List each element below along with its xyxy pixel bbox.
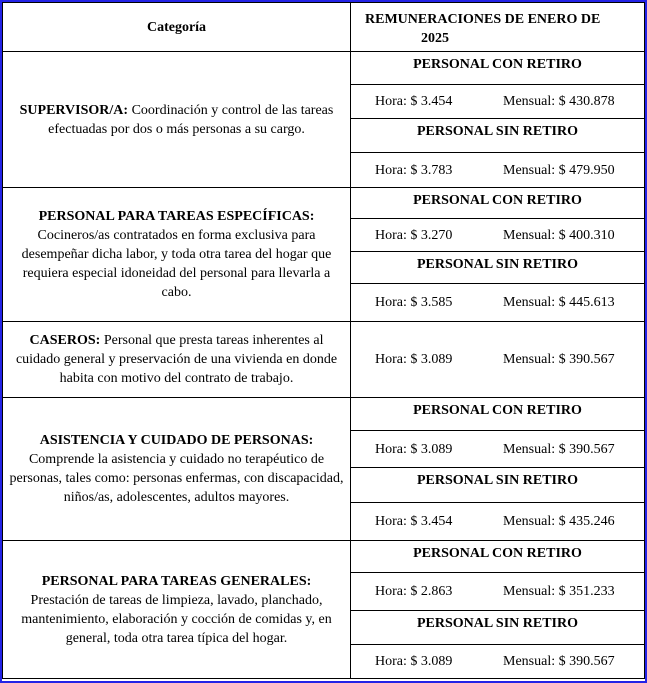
remuneration-header-line1: REMUNERACIONES DE ENERO DE <box>365 12 601 27</box>
hora-label: Hora: $ <box>375 654 421 669</box>
hora-label: Hora: $ <box>375 227 421 243</box>
table-row <box>3 188 645 219</box>
hora-value: 3.585 <box>420 295 453 310</box>
values-cell <box>351 85 645 119</box>
remuneration-table <box>2 2 645 679</box>
values-cell <box>351 431 645 468</box>
hora-label: Hora: $ <box>375 352 421 367</box>
sin-retiro-label: PERSONAL SIN RETIRO <box>351 611 645 645</box>
category-title: ASISTENCIA Y CUIDADO DE PERSONAS: <box>39 433 314 448</box>
sin-retiro-label: PERSONAL SIN RETIRO <box>351 468 645 503</box>
values-cell <box>351 573 645 611</box>
category-description: Cocineros/as contratados en forma exclusiva para desempeñar dicha labor, y toda otra tarea del hogar que requiera especial idoneidad del personal para llevarla a cabo. <box>21 228 332 300</box>
table-row <box>3 398 645 431</box>
mensual-label: Mensual: $ <box>503 162 570 178</box>
category-title: SUPERVISOR/A: <box>19 102 129 118</box>
mensual-value: 390.567 <box>569 654 615 669</box>
values-cell <box>351 503 645 541</box>
table-row <box>3 322 645 398</box>
table-row <box>3 52 645 85</box>
hora-value: 3.089 <box>420 654 453 669</box>
table-header-row <box>3 3 645 52</box>
con-retiro-label: PERSONAL CON RETIRO <box>351 541 645 573</box>
hora-value: 3.089 <box>420 352 453 367</box>
hora-label: Hora: $ <box>375 441 421 457</box>
hora-value: 3.270 <box>420 227 453 243</box>
category-description: Coordinación y control de las tareas efectuadas por dos o más personas a su cargo. <box>48 102 334 137</box>
mensual-label: Mensual: $ <box>503 514 570 529</box>
mensual-label: Mensual: $ <box>503 295 570 310</box>
category-cell-tareas-generales <box>3 541 351 679</box>
category-title: PERSONAL PARA TAREAS ESPECÍFICAS: <box>38 209 315 224</box>
hora-label: Hora: $ <box>375 584 421 599</box>
mensual-label: Mensual: $ <box>503 227 570 243</box>
hora-value: 3.454 <box>420 514 453 529</box>
category-description: Personal que presta tareas inherentes al cuidado general y preservación de una vivienda en donde habita con motivo del contrato de trabajo. <box>15 333 338 386</box>
mensual-label: Mensual: $ <box>503 584 570 599</box>
mensual-value: 400.310 <box>569 227 615 243</box>
remuneration-column-header <box>351 3 645 52</box>
hora-value: 3.089 <box>420 441 453 457</box>
con-retiro-label: PERSONAL CON RETIRO <box>351 52 645 85</box>
sin-retiro-label: PERSONAL SIN RETIRO <box>351 119 645 153</box>
category-title: CASEROS: <box>29 333 101 348</box>
category-title: PERSONAL PARA TAREAS GENERALES: <box>41 573 312 589</box>
mensual-label: Mensual: $ <box>503 94 570 109</box>
mensual-value: 435.246 <box>569 514 615 529</box>
sin-retiro-label: PERSONAL SIN RETIRO <box>351 252 645 284</box>
category-description: Prestación de tareas de limpieza, lavado, planchado, mantenimiento, elaboración y cocción de comidas y, en general, toda otra tarea típica del hogar. <box>21 592 332 646</box>
values-cell <box>351 219 645 252</box>
hora-value: 3.783 <box>420 162 453 178</box>
mensual-value: 430.878 <box>569 94 615 109</box>
mensual-label: Mensual: $ <box>503 352 570 367</box>
hora-value: 2.863 <box>420 584 453 599</box>
values-cell <box>351 284 645 322</box>
values-cell <box>351 153 645 188</box>
hora-label: Hora: $ <box>375 514 421 529</box>
values-cell <box>351 322 645 398</box>
mensual-value: 351.233 <box>569 584 615 599</box>
table-row <box>3 541 645 573</box>
hora-label: Hora: $ <box>375 295 421 310</box>
mensual-value: 479.950 <box>569 162 615 178</box>
category-cell-asistencia <box>3 398 351 541</box>
con-retiro-label: PERSONAL CON RETIRO <box>351 188 645 219</box>
mensual-label: Mensual: $ <box>503 654 570 669</box>
mensual-value: 445.613 <box>569 295 615 310</box>
category-description: Comprende la asistencia y cuidado no terapéutico de personas, tales como: personas enfermas, con discapacidad, niños/as, adolescentes, adultos mayores. <box>9 452 344 505</box>
remuneration-header-line2: 2025 <box>421 31 449 46</box>
hora-label: Hora: $ <box>375 94 421 109</box>
category-cell-supervisor <box>3 52 351 188</box>
category-cell-tareas-especificas <box>3 188 351 322</box>
con-retiro-label: PERSONAL CON RETIRO <box>351 398 645 431</box>
category-cell-caseros <box>3 322 351 398</box>
category-column-header: Categoría <box>3 3 351 52</box>
mensual-value: 390.567 <box>569 352 615 367</box>
hora-value: 3.454 <box>420 94 453 109</box>
mensual-label: Mensual: $ <box>503 441 570 457</box>
values-cell <box>351 645 645 679</box>
hora-label: Hora: $ <box>375 162 421 178</box>
mensual-value: 390.567 <box>569 441 615 457</box>
